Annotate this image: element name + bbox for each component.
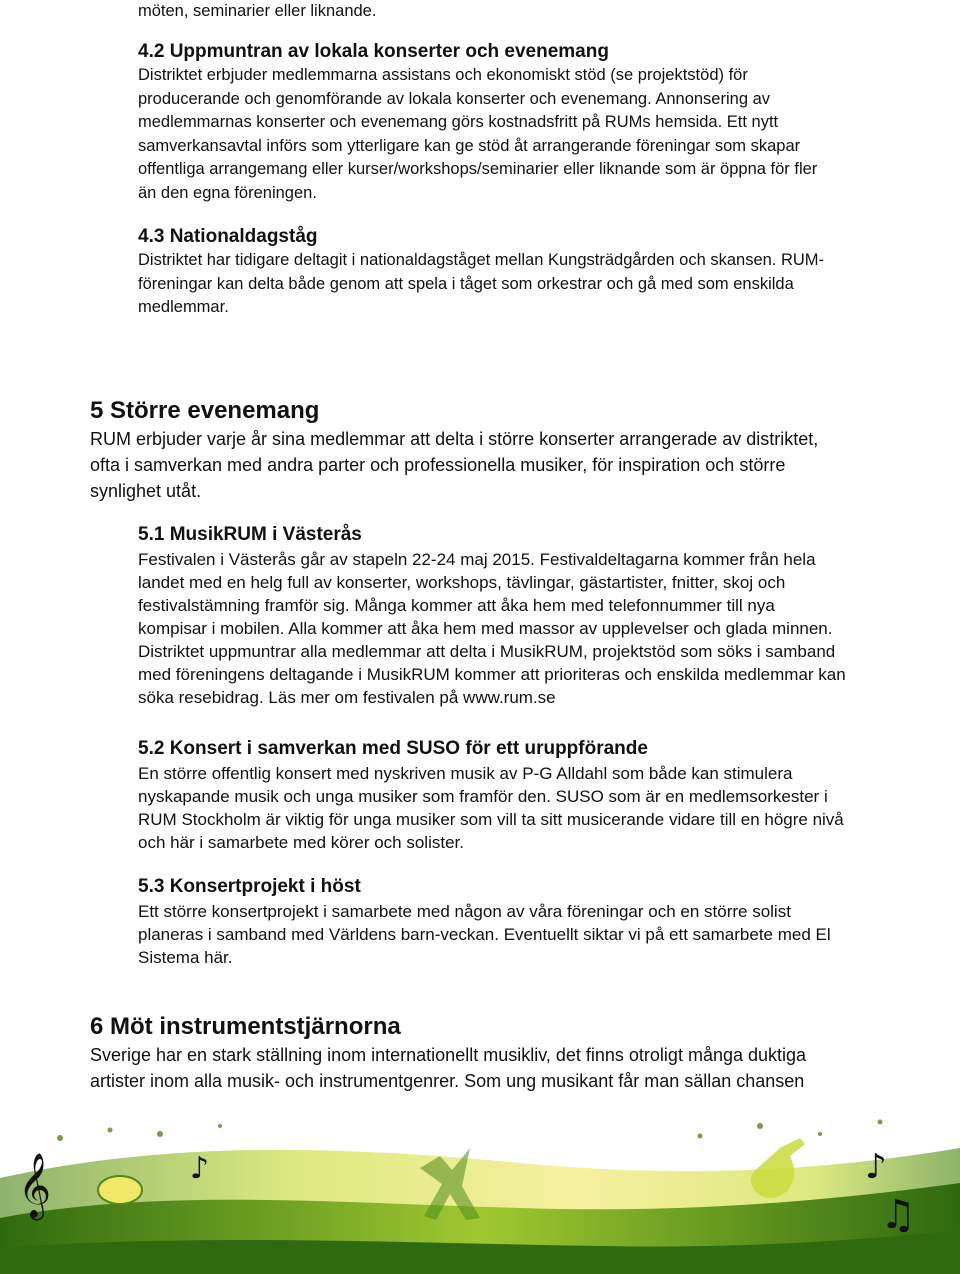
section-4-3 [138,225,878,320]
section-5-3-line: Sistema här. [138,948,233,967]
section-5-1-line: landet med en helg full av konserter, workshops, tävlingar, gästartister, fnitter, skoj och [138,573,786,592]
section-5-1-line: festivalstämning framför sig. Många kommer att åka hem med telefonnummer till nya [138,596,775,615]
section-4-3-line: medlemmar. [138,298,229,316]
section-5-1-line: kompisar i mobilen. Alla kommer att åka hem med massor av upplevelser och glada minnen. [138,619,833,638]
section-6-line: artister inom alla musik- och instrumentgenrer. Som ung musikant får man sällan chansen [90,1071,805,1091]
section-5-2-line: En större offentlig konsert med nyskriven musik av P-G Alldahl som både kan stimulera [138,764,793,783]
section-5-1-line: Distriktet uppmuntrar alla medlemmar att delta i MusikRUM, projektstöd som söks i samband [138,642,836,661]
section-5-1-line: söka resebidrag. Läs mer om festivalen på www.rum.se [138,688,556,707]
section-4-2-line: medlemmarnas konserter och evenemang görs kostnadsfritt på RUMs hemsida. Ett nytt [138,113,779,131]
section-5-line: RUM erbjuder varje år sina medlemmar att delta i större konserter arrangerade av distriktet, [90,429,819,449]
section-4-3-line: Distriktet har tidigare deltagit i nationaldagståget mellan Kungsträdgården och skansen. RUM- [138,251,825,269]
section-4-2-line: offentliga arrangemang eller kurser/workshops/seminarier eller liknande som är öppna för fler [138,160,818,178]
section-5-2-line: nyskapande musik och unga musiker som framför den. SUSO som är en medlemsorkester i [138,787,828,806]
section-4-3-line: föreningar kan delta både genom att spela i tåget som orkestrar och gå med som enskilda [138,274,794,293]
section-5-2-heading: 5.2 Konsert i samverkan med SUSO för ett uruppförande [138,738,648,759]
section-4-2 [138,40,878,205]
section-5-1-line: Festivalen i Västerås går av stapeln 22-24 maj 2015. Festivaldeltagarna kommer från hela [138,550,816,569]
section-6-line: Sverige har en stark ställning inom internationellt musikliv, det finns otroligt många duktiga [90,1045,807,1065]
section-5-3 [138,874,878,969]
section-4-2-line: samverkansavtal införs som ytterligare kan ge stöd åt arrangerande föreningar som skapar [138,136,801,155]
section-6-heading: 6 Möt instrumentstjärnorna [90,1013,401,1040]
intro-continued-line: möten, seminarier eller liknande. [138,2,377,20]
note-icon: ♪ [190,1151,210,1186]
note-icon-2: ♪ [865,1147,887,1187]
section-5-3-line: Ett större konsertprojekt i samarbete med någon av våra föreningar och en större solist [138,902,791,921]
section-5-1-line: med föreningens deltagande i MusikRUM kommer att prioriteras och enskilda medlemmar kan [138,665,846,684]
section-4-2-line: än den egna föreningen. [138,183,317,202]
section-5-1-heading: 5.1 MusikRUM i Västerås [138,524,362,545]
section-5-2 [138,736,878,854]
dotted-trail [57,1120,883,1142]
section-4-2-line: producerande och genomförande av lokala konserter och evenemang. Annonsering av [138,89,771,108]
section-5-1 [138,522,878,709]
drum-icon [98,1176,142,1204]
section-6 [90,1012,890,1094]
section-5-3-line: planeras i samband med Världens barn-veckan. Eventuellt siktar vi på ett samarbete med El [138,925,831,944]
treble-clef-icon: 𝄞 [18,1153,52,1218]
section-5-line: synlighet utåt. [90,481,202,501]
double-note-icon: ♫ [880,1192,916,1238]
section-5-heading: 5 Större evenemang [90,397,320,424]
section-4-2-heading: 4.2 Uppmuntran av lokala konserter och evenemang [138,41,609,62]
intro-continued [138,0,878,24]
section-5-3-heading: 5.3 Konsertprojekt i höst [138,876,361,897]
music-decoration-icon [0,1108,960,1274]
section-5-2-line: och här i samarbete med körer och solister. [138,833,464,852]
section-5 [90,396,890,504]
section-4-2-line: Distriktet erbjuder medlemmarna assistans och ekonomiskt stöd (se projektstöd) för [138,66,748,84]
section-5-2-line: RUM Stockholm är viktig för unga musiker som vill ta sitt musicerande vidare till en högre nivå [138,810,844,829]
section-5-line: ofta i samverkan med andra parter och professionella musiker, för inspiration och större [90,455,786,475]
section-4-3-heading: 4.3 Nationaldagståg [138,226,318,247]
